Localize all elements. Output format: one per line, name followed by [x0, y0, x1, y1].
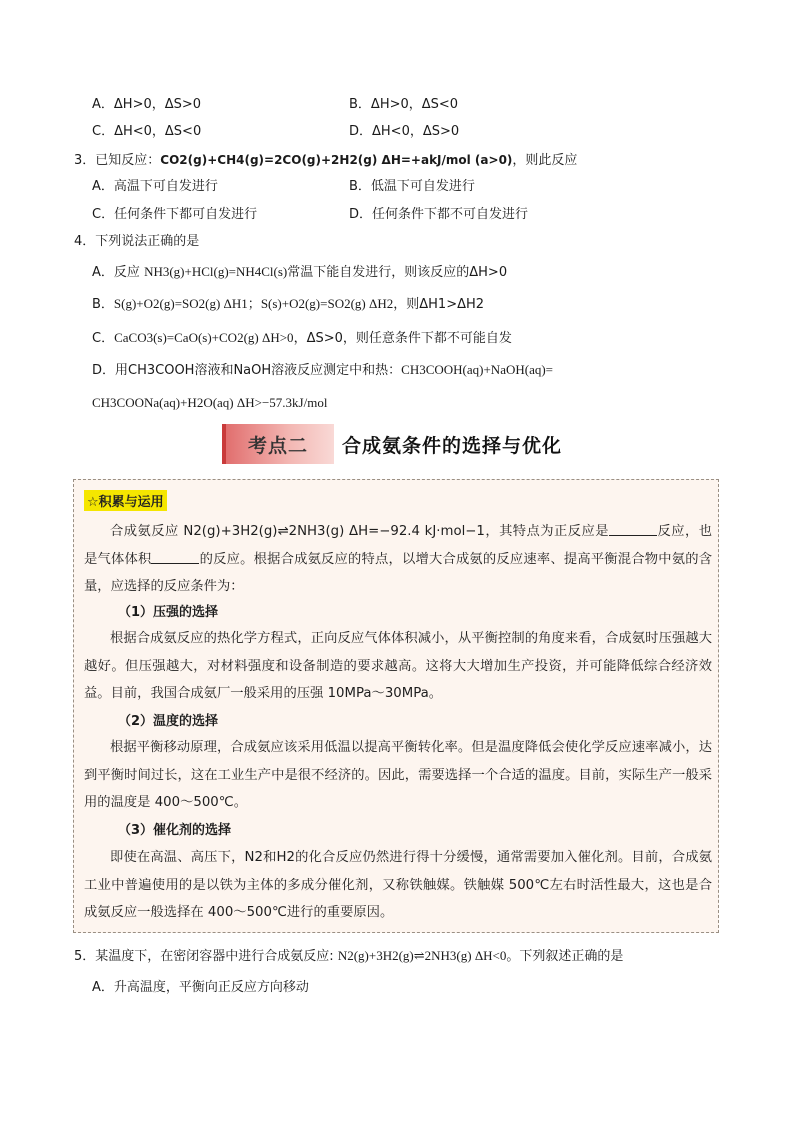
- heading-pressure: （1）压强的选择: [118, 605, 219, 620]
- para-temperature: 根据平衡移动原理，合成氨应该采用低温以提高平衡转化率。但是温度降低会使化学反应速率减小，达到平衡时间过长，这在工业生产中是很不经济的。因此，需要选择一个合适的温度。目前，实际生产一般采用的温度是 400～500℃。: [84, 740, 712, 810]
- q3-option-b: B．低温下可自发进行: [349, 179, 475, 194]
- q2-option-c: C．ΔH<0，ΔS<0: [92, 124, 202, 139]
- para-pressure: 根据合成氨反应的热化学方程式，正向反应气体体积减小，从平衡控制的角度来看，合成氨时压强越大越好。但压强越大，对材料强度和设备制造的要求越高。这将大大增加生产投资，并可能降低综合经济效益。目前，我国合成氨厂一般采用的压强 10MPa～30MPa。: [84, 631, 712, 701]
- knowledge-box: [73, 479, 719, 933]
- box-intro: 合成氨反应 N2(g)+3H2(g)⇌2NH3(g) ΔH=−92.4 kJ·mol−1，其特点为正反应是 反应，也是气体体积 的反应。根据合成氨反应的特点，以增大合成氨的反应速率、提高平衡混合物中氨的含量，应选择的反应条件为：: [84, 524, 713, 594]
- answer-blank-1[interactable]: [609, 523, 657, 536]
- q5-option-a: A．升高温度，平衡向正反应方向移动: [92, 980, 309, 995]
- box-label: ☆积累与运用: [84, 490, 167, 511]
- q4-option-a: A．反应 NH3(g)+HCl(g)=NH4Cl(s)常温下能自发进行，则该反应的ΔH>0: [92, 264, 508, 280]
- q3-option-a: A．高温下可自发进行: [92, 179, 218, 194]
- heading-temperature: （2）温度的选择: [118, 714, 219, 729]
- section-heading: [222, 424, 562, 464]
- para-catalyst: 即使在高温、高压下，N2和H2的化合反应仍然进行得十分缓慢，通常需要加入催化剂。目前，合成氨工业中普遍使用的是以铁为主体的多成分催化剂，又称铁触媒。铁触媒 500℃左右时活性最大，这也是合成氨反应一般选择在 400～500℃进行的重要原因。: [84, 850, 712, 920]
- q3-option-d: D．任何条件下都不可自发进行: [349, 207, 529, 222]
- q3-option-c: C．任何条件下都可自发进行: [92, 207, 258, 222]
- star-icon: ☆: [87, 495, 99, 510]
- section-title: 合成氨条件的选择与优化: [342, 434, 563, 457]
- q4-option-b: B．S(g)+O2(g)=SO2(g) ΔH1；S(s)+O2(g)=SO2(g) ΔH2，则ΔH1>ΔH2: [92, 296, 485, 312]
- q2-option-a: A．ΔH>0，ΔS>0: [92, 97, 202, 112]
- answer-blank-2[interactable]: [151, 551, 199, 564]
- q2-option-b: B．ΔH>0，ΔS<0: [349, 97, 459, 112]
- q4-option-d-continued: CH3COONa(aq)+H2O(aq) ΔH>−57.3kJ/mol: [92, 395, 328, 410]
- section-tag: 考点二: [222, 424, 334, 464]
- q5-stem: 5．某温度下，在密闭容器中进行合成氨反应: N2(g)+3H2(g)⇌2NH3(g) ΔH<0。下列叙述正确的是: [74, 948, 624, 964]
- heading-catalyst: （3）催化剂的选择: [118, 823, 232, 838]
- q3-stem: 3．已知反应：CO2(g)+CH4(g)=2CO(g)+2H2(g) ΔH=+akJ/mol (a>0)，则此反应: [74, 153, 578, 168]
- q4-option-d: D．用CH3COOH溶液和NaOH溶液反应测定中和热：CH3COOH(aq)+NaOH(aq)=: [92, 362, 554, 378]
- q4-stem: 4．下列说法正确的是: [74, 234, 200, 249]
- q2-option-d: D．ΔH<0，ΔS>0: [349, 124, 460, 139]
- q4-option-c: C．CaCO3(s)=CaO(s)+CO2(g) ΔH>0，ΔS>0，则任意条件下都不可能自发: [92, 330, 512, 346]
